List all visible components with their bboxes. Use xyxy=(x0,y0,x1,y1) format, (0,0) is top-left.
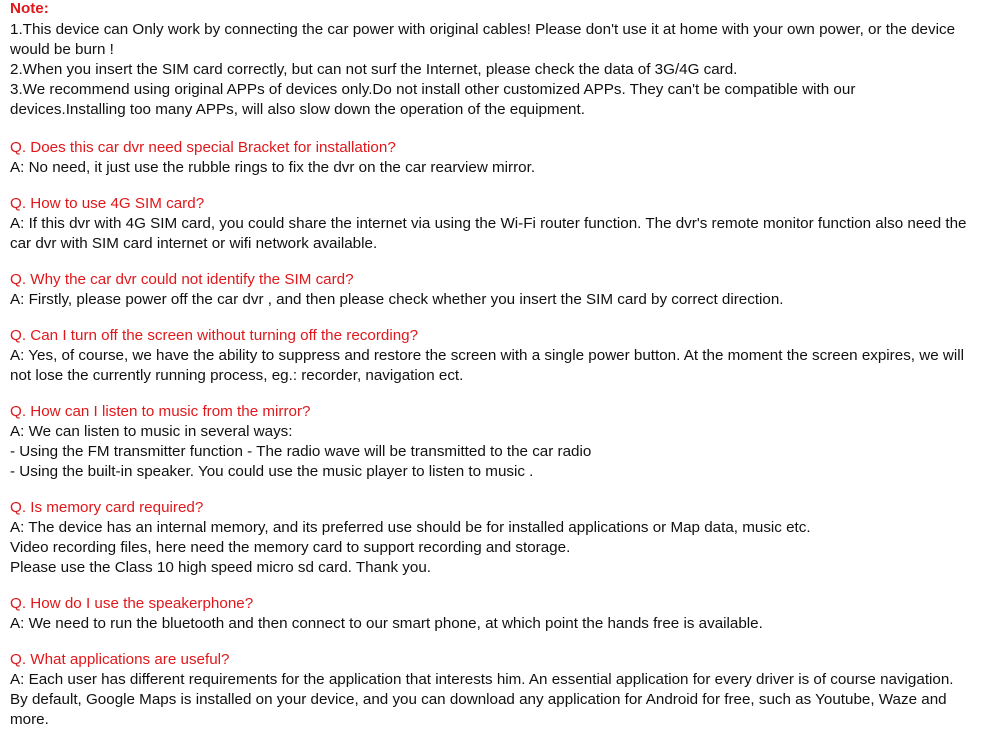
faq-answer: A: We need to run the bluetooth and then connect to our smart phone, at which point the hands free is available. xyxy=(10,615,763,632)
faq-item xyxy=(10,326,969,386)
note-section xyxy=(10,0,969,120)
faq-item xyxy=(10,650,969,730)
note-line: 1.This device can Only work by connecting the car power with original cables! Please don't use it at home with your own power, or the device would be burn ! xyxy=(10,21,956,58)
faq-question: Q. What applications are useful? xyxy=(10,651,230,668)
faq-answer: Please use the Class 10 high speed micro sd card. Thank you. xyxy=(10,559,431,576)
faq-question: Q. Why the car dvr could not identify the SIM card? xyxy=(10,271,354,288)
faq-answer: A: No need, it just use the rubble rings to fix the dvr on the car rearview mirror. xyxy=(10,159,536,176)
faq-answer: - Using the built-in speaker. You could use the music player to listen to music . xyxy=(10,463,534,480)
faq-answer: A: The device has an internal memory, and its preferred use should be for installed applications or Map data, music etc. xyxy=(10,519,811,536)
faq-item xyxy=(10,498,969,578)
faq-question: Q. Is memory card required? xyxy=(10,499,204,516)
note-line: 3.We recommend using original APPs of devices only.Do not install other customized APPs. They can't be compatible with our devices.Installing too many APPs, will also slow down the operation of the equipment. xyxy=(10,81,856,118)
note-title: Note: xyxy=(10,0,49,17)
faq-answer: Video recording files, here need the memory card to support recording and storage. xyxy=(10,539,571,556)
faq-answer: A: We can listen to music in several ways: xyxy=(10,423,293,440)
faq-item xyxy=(10,402,969,482)
faq-question: Q. Can I turn off the screen without turning off the recording? xyxy=(10,327,419,344)
faq-item xyxy=(10,138,969,178)
faq-list xyxy=(10,138,969,730)
faq-answer: A: Each user has different requirements for the application that interests him. An essential application for every driver is of course navigation. By default, Google Maps is installed on your device, and you can download any application for Android for free, such as Youtube, Waze and more. xyxy=(10,671,954,728)
faq-answer: A: Yes, of course, we have the ability to suppress and restore the screen with a single power button. At the moment the screen expires, we will not lose the currently running process, eg.: recorder, navigation ect. xyxy=(10,347,964,384)
faq-item xyxy=(10,594,969,634)
faq-question: Q. Does this car dvr need special Bracket for installation? xyxy=(10,139,396,156)
faq-answer: A: Firstly, please power off the car dvr , and then please check whether you insert the SIM card by correct direction. xyxy=(10,291,784,308)
faq-question: Q. How can I listen to music from the mirror? xyxy=(10,403,311,420)
faq-item xyxy=(10,194,969,254)
faq-question: Q. How do I use the speakerphone? xyxy=(10,595,254,612)
faq-item xyxy=(10,270,969,310)
note-line: 2.When you insert the SIM card correctly, but can not surf the Internet, please check the data of 3G/4G card. xyxy=(10,61,738,78)
faq-answer: - Using the FM transmitter function - The radio wave will be transmitted to the car radio xyxy=(10,443,592,460)
faq-answer: A: If this dvr with 4G SIM card, you could share the internet via using the Wi-Fi router function. The dvr's remote monitor function also need the car dvr with SIM card internet or wifi network available. xyxy=(10,215,967,252)
faq-question: Q. How to use 4G SIM card? xyxy=(10,195,205,212)
